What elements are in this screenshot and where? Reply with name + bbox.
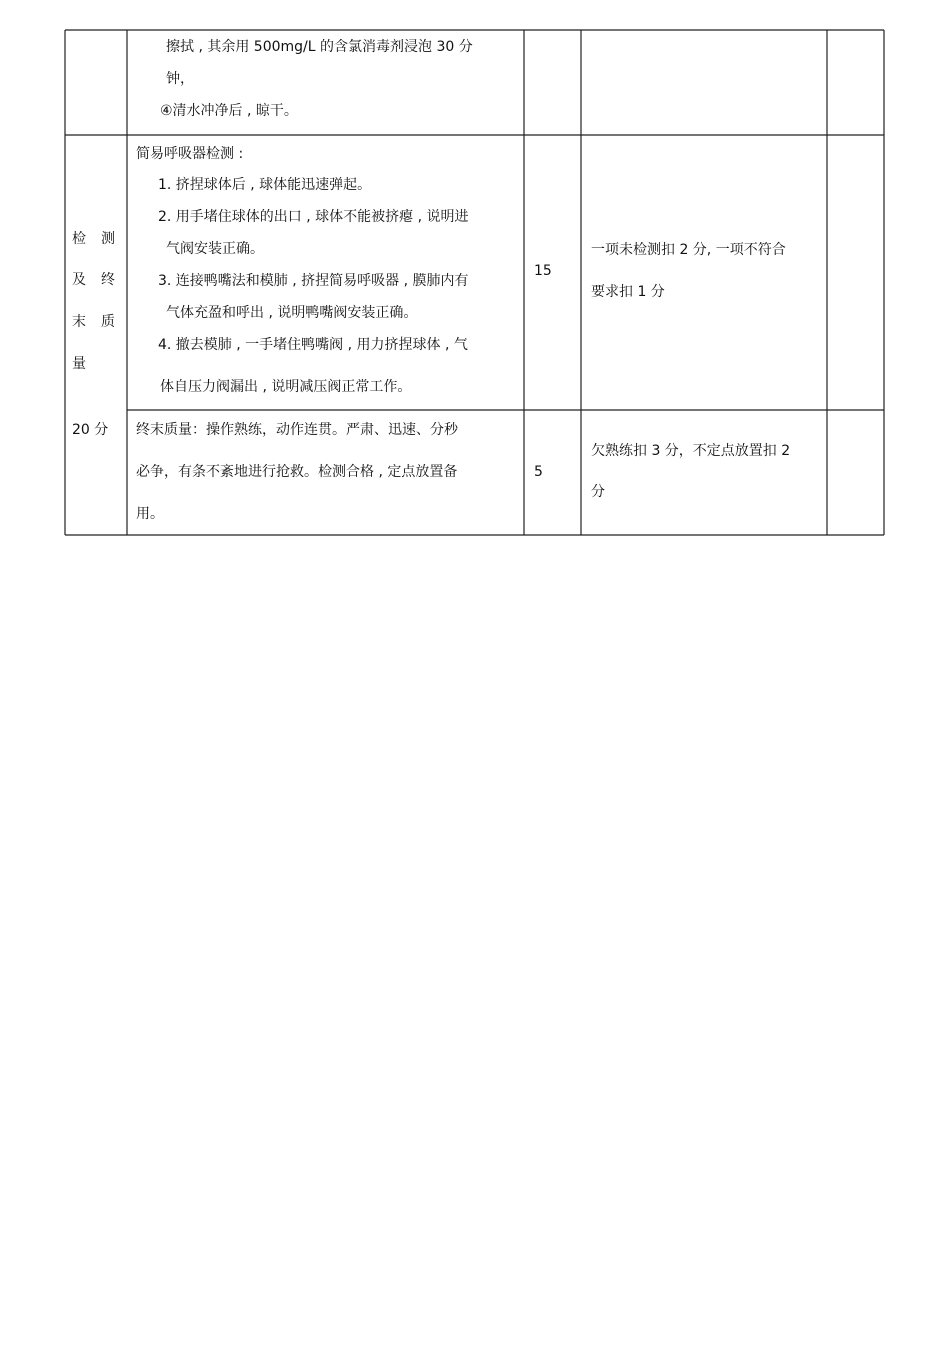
detection-line: 1. 挤捏球体后 , 球体能迅速弹起。 (158, 177, 372, 193)
detection-line: 2. 用手堵住球体的出口 , 球体不能被挤瘪 , 说明进 (158, 209, 469, 225)
category-char: 及 (72, 272, 86, 288)
step-line: 擦拭 , 其余用 500mg/L 的含氯消毒剂浸泡 30 分 (166, 39, 473, 55)
category-char: 量 (72, 356, 86, 372)
detection-line: 3. 连接鸭嘴法和模肺 , 挤捏简易呼吸器 , 膜肺内有 (158, 273, 469, 289)
deduction-line: 要求扣 1 分 (591, 284, 665, 300)
score: 5 (534, 464, 543, 480)
step-line: 钟， (166, 71, 194, 87)
final-line: 必争，有条不紊地进行抢救。检测合格 , 定点放置备 (136, 464, 458, 480)
detection-line: 气体充盈和呼出 , 说明鸭嘴阀安装正确。 (166, 305, 418, 321)
detection-line: 气阀安装正确。 (166, 241, 264, 257)
category-char: 测 (101, 231, 115, 247)
detection-title: 简易呼吸器检测 : (136, 146, 244, 162)
deduction-line: 欠熟练扣 3 分，不定点放置扣 2 (591, 443, 791, 459)
detection-line: 体自压力阀漏出 , 说明减压阀正常工作。 (160, 379, 412, 395)
score: 15 (534, 263, 552, 279)
final-line: 终末质量：操作熟练，动作连贯。严肃、迅速、分秒 (136, 422, 458, 438)
category-char: 终 (101, 272, 115, 288)
category-score: 20 分 (72, 422, 109, 438)
final-line: 用。 (136, 506, 164, 522)
deduction-line: 一项未检测扣 2 分, 一项不符合 (591, 242, 786, 258)
category-char: 质 (101, 314, 115, 330)
category-char: 检 (72, 231, 86, 247)
detection-line: 4. 撤去模肺 , 一手堵住鸭嘴阀 , 用力挤捏球体 , 气 (158, 337, 468, 353)
step-line: ④清水冲净后 , 晾干。 (160, 103, 298, 119)
category-char: 末 (72, 314, 86, 330)
deduction-line: 分 (591, 484, 605, 500)
